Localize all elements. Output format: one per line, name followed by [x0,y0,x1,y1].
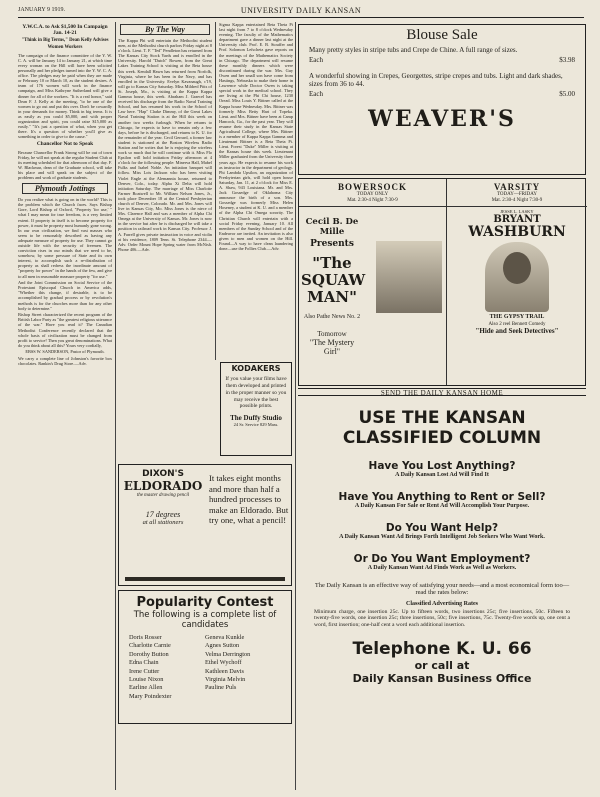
candidate-name: Velma Derrington [205,650,251,658]
candidate-name: Louise Nixon [129,676,164,684]
q-help: Do You Want Help? [385,522,499,534]
theater-ads [298,178,586,386]
blouse-line-1: Many pretty styles in stripe tubs and Crepe de Chine. A full range of sizes. [309,46,518,54]
pencil-icon [125,577,285,581]
star-portrait-image [485,242,549,312]
or-call: or call at [414,658,470,672]
price-1: $3.98 [559,56,575,64]
a-employment: A Daily Kansan Want Ad Finds Work as Well as Workers. [367,565,517,571]
popularity-title: Popularity Contest [136,595,274,610]
plymouth-jottings-title: Plymouth Jottings [22,183,108,194]
candidate-name: Edna Chain [129,659,159,667]
rates-title: Classified Advertising Rates [406,600,478,607]
bennett-comedy: Also 2 reel Bennett Comedy [488,322,546,327]
classified-title-2: CLASSIFIED COLUMN [342,428,542,448]
by-the-way-article: The Kappa Phi will entertain the Methodist student men, at the Methodist church parlors Friday night at 8 o'clock. Lieut. T. F. "Ted" Pendleton has returned from The Kansas City Stock Yards and is enrolled in the University. Harold "Dutch" Bowen, from the Great Lakes Training School is visiting at the Beta house this week. Kendall Hawn has returned from Norfolk, Virginia, where he has been in the Navy, and has enrolled in the University. Evelyn Kavanaugh, c'19, will go to Kansas City Saturday. Miss Mildred Pitts of St. Joseph, Mo., is visiting at the Kappa Kappa Gamma house, this week. Abraham J. Graecel has received his discharge from the Radio Naval Training School, and has resumed his work in the School of Law here. "Hap" Clarke Dimmy, of the Great Lakes Naval Training Station is at the Hill this week on another two weeks furlough. When he returns to Chicago, he expects to have to remain only a few days, before he is discharged, and returns to K. U. for the remainder of the year. Cecil Gerrard, a former law student is stationed at the Boston Wireless Radio Station and he writes that he is enjoying the wireless work so much that he will continue with it. Miss Flo Epsilon will hold initiation Friday afternoon at 4 o'clock for the following people: Minerva Hall, Mabel Fulks and Isabel Noble. An initiation banquet will follow. Miss Lois Jackson who has been visiting Violet Engle at the Alemannia house, returned to Denver, Colo., today. Alpha Xi Delta will hold initiation Saturday. The marriage of Miss Charlotte Farmer Boatwell to Mr. William Nelson Jones, Jr., took place December 18 at the Central Presbyterian church of Denver, Colorado. Mr. and Mrs. Jones will live in Kansas City, Mo. Miss Jones is the niece of Mrs. Clarence Hall and was a member of Alpha Chi Omega at the University of Kansas. Mr. Jones is now in the service but after he is discharged he will take a position in railroad work in Kansas City. Professor J. A. Farrell gives private instruction in voice and violin at his residence, 1809 Tenn. St. Telephone 2344.—Adv. Order Mount Hope Spring water from McNish. Phone 406.—Adv. [118,38,212,252]
gypsy-trail: THE GYPSY TRAIL [489,314,545,320]
candidate-name: Mary Poindexter [129,692,172,700]
a-lost: A Daily Kansan Lost Ad Will Find It [395,472,489,478]
candidate-name: Agnes Sutton [205,642,240,650]
varsity-times: Mat. 2:30-4 Night 7:30-9 [447,198,587,207]
candidate-name: Irene Cutter [129,667,160,675]
classified-intro: The Daily Kansan is an effective way of satisfying your needs—and a most economical form too—read the rates below: [314,582,570,597]
column-2 [118,22,212,460]
q-employment: Or Do You Want Employment? [353,553,531,565]
plymouth-article: Do you realize what is going on in the world? This is the problem which the Church faces. Says Bishop Gore, Lord Bishop of Oxford, "Property 'for use,' " what I may mean for true freedom, is a very limited extent. If property in itself is to become property for power, it must be property most humanly gone wrong. In our own civilization, we find vast masses who seem to be reasonably described as having any adequate measure of property for use. They cannot go outside life with the security of freemen. The conviction rises in our minds that we need to be, somehow, by some pressure of State and its own interest, to accomplish such a re-distribution of property as shall redress the inordinate amount of "property for power" in the hands of the few, and give to all men in reasonable measure property "for use." [18,197,112,279]
bowersock-name: BOWERSOCK [337,182,407,192]
varsity-when: TODAY—FRIDAY [496,192,538,197]
by-the-way-title: By The Way [120,24,210,35]
q-rent: Have You Anything to Rent or Sell? [338,491,546,503]
bowersock-times: Mat. 2:30-4 Night 7:30-9 [299,198,446,207]
blouse-line-2: A wonderful showing in Crepes, Georgettes, stripe crepes and tubs. Light and dark shades, sizes from 36 to 44. [309,72,563,88]
business-office: Daily Kansan Business Office [352,671,532,685]
a-rent: A Daily Kansan For Sale or Rent Ad Will Accomplish Your Purpose. [354,503,530,509]
hide-seek: "Hide and Seek Detectives" [475,327,559,335]
candidate-name: Charlotte Carnie [129,642,171,650]
chancellor-head: Chancellor Not to Speak [36,141,94,148]
rates-text: Minimum charge, one insertion 25c. Up to fifteen words, two insertions 25c; five insertions, 50c. Fifteen to twenty-five words, one insertion 25c; three insertions, 50c; five insertions, 75c. Twenty-five words up, one cent a word, first insertion; one-half cent a word each additional insertion. [314,608,570,628]
dixon-eldorado-ad [118,464,292,586]
eldorado-slogan: the master drawing pencil [136,493,190,498]
washburn-text: WASHBURN [468,224,566,240]
candidate-name: Doris Rosser [129,634,162,641]
bowersock-ad [299,179,447,385]
masthead [18,4,584,18]
bryant-text: BRYANT [493,214,541,225]
presents: Presents [310,239,354,249]
each-label-2: Each [309,90,323,98]
ywca-article: The campaign of the finance committee of the Y. W. C. A. will be January 14 to January 21, at which time every woman on the Hill will have been solicited personally and her pledges turned into the Y. W. C. A. office. The pledges may be paid when they are made or February 10 or March 10, as the student desires. A team of 176 women will work in the finance campaign, and Miss Kathryne Sutherland will give a dinner for all of the workers. "It is a real honor," said Dean F. J. Kelly at the meeting, "to be one of the women to go out and put this over. Don't be cowardly in your demands for money. Think in big terms. It is as easily as you could $5,000, and with proper organization and spirit, you could raise $15,000 as easily." "It's just a question of what, when you get there. It's a question of whether you'll give as something in order to give to the cause." [18,52,112,140]
chancellor-article: Because Chancellor Frank Strong will be out of town Friday, he will not speak at the regular Student Club at its meeting scheduled for that afternoon of that day. F. W. Blackmar, dean of the Graduate school, will take his place and will speak on the subject of the problems and work of graduate students. [18,149,112,181]
degrees-text: 17 degrees [145,510,181,519]
classified-column-ad [298,400,586,790]
eldorado-text: It takes eight months and more than half a hundred processes to make an Eldorado. But try one, what a pencil! [209,473,289,526]
kodakers-text: If you value your films have them developed and printed in the proper manner so you may receive the best possible prints. [225,376,287,410]
pathe-news: Also Pathe News No. 2 [303,314,361,320]
varsity-ad [447,179,587,385]
candidate-name [205,693,281,701]
candidate-name: Pauline Puls [205,684,237,692]
candidate-name: Dorothy Button [129,650,169,658]
each-label: Each [309,56,323,64]
candidates-list [119,630,291,705]
column-1 [18,22,112,792]
candidate-name: Earline Allen [129,684,163,692]
candidate-name: Geneva Kunkle [205,634,245,641]
a-help: A Daily Kansan Want Ad Brings Forth Intelligent Job Seekers Who Want Work. [339,534,545,540]
varsity-name: VARSITY [493,182,541,192]
tomorrow-label: Tomorrow [317,330,347,338]
candidate-name: Ethel Wychoff [205,659,242,667]
lasky: JESSE L. LASKY [500,209,534,214]
paper-title: UNIVERSITY DAILY KANSAN [240,6,362,15]
kodakers-ad [220,362,292,456]
bowersock-when: TODAY ONLY [356,192,389,197]
popularity-contest [118,590,292,724]
kodakers-title: KODAKERS [231,364,281,373]
plymouth-signature: EBSS W. SANDERSON, Pastor of Plymouth. [25,349,105,355]
duffy-address: 24 Sr. Service 829 Mass. [233,422,279,428]
send-kansan-home-bar: SEND THE DAILY KANSAN HOME [298,388,586,396]
ywca-headline: Y.W.C.A. to Ask $1,500 In Campaign Jan. 14-21 [22,24,108,37]
candidate-name: Virginia Melvin [205,676,246,684]
dixon-brand: DIXON'S [142,469,184,479]
plymouth-article-3: Bishop Street characterized the recent program of the British Labor Party as "the greatest religious utterance of the war." Have you read it? The Canadian Methodist Conference recently declared that the whole basis of civilization must be changed from profit to service! Then you great denominations. What do you think about all this? Yours very cordially, [18,312,112,348]
weavers-logo: WEAVER'S [368,106,516,132]
duffy-studio: The Duffy Studio [230,414,282,423]
column-rule [115,22,116,790]
mystery-girl: "The Mystery Girl" [309,338,355,356]
telephone: Telephone K. U. 66 [352,638,532,659]
q-lost: Have You Lost Anything? [368,460,516,472]
column-3 [219,22,293,360]
rankin-ad: We carry a complete line of Johnston's favorite box chocolates. Rankin's Drug Store.—Adv. [18,355,112,367]
ywca-subhead: "Think in Big Terms," Dean Kelly Advises Women Workers [21,38,109,50]
eldorado-name: ELDORADO [123,479,203,493]
classified-title-1: USE THE KANSAN [358,408,526,428]
blouse-title: Blouse Sale [406,27,478,43]
price-2: $5.00 [559,90,575,98]
blouse-sale-ad [298,24,586,175]
stationers-text: at all stationers [142,519,184,526]
portrait-image [376,241,442,313]
squaw-man-title: "The SQUAW MAN" [301,254,366,306]
column-rule [295,22,296,790]
popularity-subtitle: The following is a complete list of candidates [133,610,277,630]
issue-date: JANUARY 9 1919. [18,7,65,13]
candidate-name: Kathleen Davis [205,667,244,675]
column-rule [215,22,216,360]
presenter: Cecil B. De Mille [305,217,359,237]
society-article: Sigma Kappa entertained Beta Theta Pi last night from 7 to 8 o'clock Wednesday evening. The faculty of the Mathematics department gave a dinner last night at the University club. Prof. E. B. Stouffer and Prof. Solomon Lefschetz gave reports on the meetings of the Mathematics Society in Chicago. The department will resume these monthly dinners which were discontinued during the war. Mrs. Guy Owen and her small son have come from Hastings, Nebraska to make their home in Lawrence while Doctor Owen is taking special work in the medical school. They are living at the Phi Chi house, 1230 Oread. Miss Louis Y. Bittner called at the Kappa house Wednesday. Mrs. Bittner was formerly Miss Betty Hart of Topeka. Lieut. and Mrs. Bittner have been at Camp Hancock, Ga., for the past year. They will resume their study in the Kansas State Agricultural College, where Mrs. Bittner is a member of Kappa Kappa Gamma and Lieutenant Bittner is a Beta Theta Pi. Lieut. Forest "Duke" Miller is visiting at the Kansas house this week. Lieutenant Miller graduated from the University three years ago. He expects to resume his work as instructor in the department of geology. Phi Lambda Upsilon, an organization of Presbyterian girls, will hold open house Saturday, Jan. 11, at 2 o'clock for Miss E. A. Shaw, 943 Louisiana. Mr. and Mrs. Jack Gossedge of Oklahoma City announce the birth of a son. Mrs. Gossedge was formerly Miss Helen Hoseney, a student at K. U. and a member of the Alpha Chi Omega sorority. The Christian Church will entertain with a social Friday evening, January 10. All members of the Sunday School and of the Endeavor are invited. An invitation is also given to men and women on the Hill. Found—A way to have clean laundering done—use the Follies Club.—Adv. [219,22,293,252]
plymouth-article-2: And the Joint Commission on Social Service of the Protestant Episcopal Church in America adds, "Whether this change, if desirable, is to be accomplished by gradual process or by revolution's methods is for the churches more than for any other body to determine." [18,280,112,311]
